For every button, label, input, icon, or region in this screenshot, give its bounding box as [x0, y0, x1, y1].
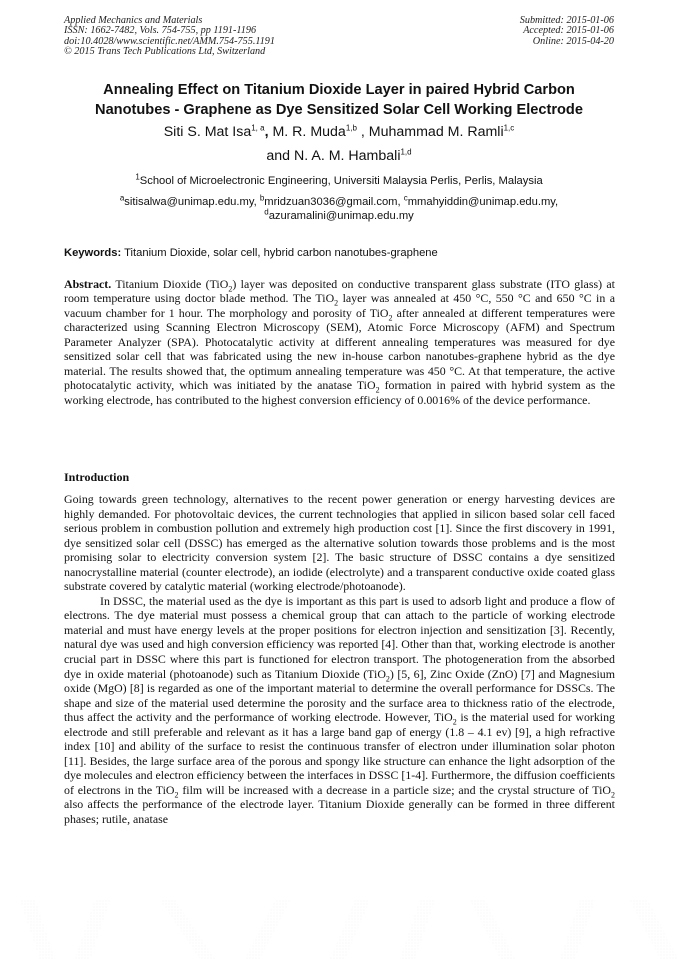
subscript: 2 [611, 790, 615, 800]
subscript: 2 [334, 298, 339, 308]
abstract-text: Titanium Dioxide (TiO [111, 277, 229, 291]
abstract-text: ) layer was deposited on conductive transparent glass substrate (ITO glass) at room temperature using doctor blade method. The TiO [64, 277, 615, 306]
abstract-text: after annealed at different temperatures were characterized using Scanning Electron Microscopy (SEM), Atomic Force Microscopy (AFM) and Spectrum Parameter Analyzer (SPA). Photocatalytic activity at different annealing temperatures was measured for dye sensitized solar cell that was fabricated using the new in-house carbon nanotubes-graphene hybrid as the dye material. The results showed that, the optimum annealing temperature was 450 °C. At that temperature, the active photocatalytic activity, which was initiated by the anatase TiO [64, 305, 615, 393]
author-name: Siti S. Mat Isa [163, 124, 252, 140]
subscript: 2 [375, 385, 380, 395]
email-link[interactable]: mridzuan3036@gmail.com, [264, 196, 404, 208]
paragraph-text: In DSSC, the material used as the dye is important as this part is used to adsorb light and produce a flow of electrons. The dye material must possess a chemical group that can attach to the particle of working electrode material and must have energy levels at the proper positions for electron injection and sensitization [3]. Recently, natural dye was used and high conversion efficiency was reported [4]. Other than that, working electrode is another crucial part in DSSC where this part is functioned for electron transport. The photogeneration from the absorbed dye in oxide material (photoanode) such as Titanium Dioxide (TiO [64, 593, 615, 681]
author-name: M. R. Muda [272, 124, 346, 140]
paragraph: Going towards green technology, alternatives to the recent power generation or energy harvesting devices are highly demanded. For photovoltaic devices, the current technologies that applied in silicon based solar cell faced serious problem in combustion pollution and extremely high production cost [1]. Since the first discovery in 1991, dye sensitized solar cell (DSSC) has emerged as the alternative solution towards those problems and is the most promising solar to electricity conversion system [2]. The basic structure of DSSC contains a dye sensitized nanocrystalline material (counter electrode), an iodide (electrolyte) and a transparent conductive oxide coated glass substrate covered by catalytic material (working electrode/photoanode). [64, 492, 615, 594]
keywords-text: Titanium Dioxide, solar cell, hybrid carbon nanotubes-graphene [121, 247, 438, 259]
abstract-label: Abstract. [64, 277, 112, 291]
online-date: Online: 2015-04-20 [532, 35, 614, 47]
affiliation-sup: 1 [135, 172, 140, 182]
abstract-text: formation in paired with hybrid system as the working electrode, has contributed to the highest conversion efficiency of 0.0016% of the device performance. [64, 378, 615, 407]
author-name: Muhammad M. Ramli [368, 124, 504, 140]
author-conjunction: and [266, 148, 295, 164]
email-sup: b [259, 193, 265, 203]
subscript: 2 [174, 790, 179, 800]
author-affil-sup: 1,b [345, 123, 357, 133]
subscript: 2 [385, 673, 390, 683]
paragraph-text: is the material used for working electrode and still preferable and relevant as it has a large band gap of energy (1.8 – 4.1 ev) [9], a high refractive index [10] and ability of the surface to resist the continuous transfer of electron under illumination solar photon [11]. Besides, the large surface area of the porous and spongy like structure can enhance the light adsorption of the dye molecules and electron efficiency between the interfaces in DSSC [1-4]. Furthermore, the diffusion coefficients of electrons in the TiO [64, 710, 615, 797]
dates-header [520, 16, 614, 47]
author-name: N. A. M. Hambali [294, 148, 401, 164]
author-emails [40, 193, 638, 223]
introduction-body [64, 492, 615, 827]
email-sup: a [119, 193, 125, 203]
section-heading-introduction: Introduction [64, 470, 130, 484]
paragraph-text: also affects the performance of the electrode layer. Titanium Dioxide generally can be formed in three different phases; rutile, anatase [64, 797, 615, 827]
author-separator: , [360, 124, 365, 140]
subscript: 2 [388, 313, 393, 323]
keywords-label: Keywords: [64, 247, 122, 259]
copyright-line: © 2015 Trans Tech Publications Ltd, Switzerland [64, 46, 266, 58]
paper-title [40, 80, 638, 120]
author-affil-sup: 1,c [503, 123, 515, 133]
author-affil-sup: 1, a [251, 123, 265, 133]
author-list [40, 120, 638, 168]
title-line-1: Annealing Effect on Titanium Dioxide Layer in paired Hybrid Carbon [103, 82, 575, 98]
affiliation [40, 174, 638, 188]
paragraph [64, 594, 615, 827]
email-link[interactable]: mmahyiddin@unimap.edu.my, [407, 196, 559, 208]
title-line-2: Nanotubes - Graphene as Dye Sensitized Solar Cell Working Electrode [95, 102, 583, 118]
abstract [64, 277, 615, 407]
email-link[interactable]: sitisalwa@unimap.edu.my, [124, 196, 260, 208]
abstract-text: layer was annealed at 450 °C, 550 °C and 650 °C in a vacuum chamber for 1 hour. The morphology and porosity of TiO [64, 291, 615, 320]
journal-header [64, 16, 275, 58]
paragraph-text: ) [5, 6], Zinc Oxide (ZnO) [7] and Magnesium oxide (MgO) [8] is regarded as one of the important material to determine the overall performance for DSSCs. The shape and size of the material used determine the porosity and the surface area to thickness ratio of the electrode, thus affect the activity and the performance of working electrode. However, TiO [64, 666, 615, 725]
email-sup: d [264, 206, 269, 216]
doi-line: doi:10.4028/www.scientific.net/AMM.754-755.1191 [64, 35, 275, 47]
issn-line: ISSN: 1662-7482, Vols. 754-755, pp 1191-1196 [64, 25, 257, 37]
subscript: 2 [452, 717, 457, 727]
journal-name: Applied Mechanics and Materials [64, 15, 203, 26]
email-sup: c [403, 193, 408, 203]
accepted-date: Accepted: 2015-01-06 [523, 25, 614, 37]
author-separator: , [264, 124, 269, 140]
author-affil-sup: 1,d [400, 147, 412, 157]
submitted-date: Submitted: 2015-01-06 [519, 15, 614, 26]
keywords [64, 246, 615, 260]
paragraph-text: film will be increased with a decrease in a particle size; and the crystal structure of TiO [178, 782, 611, 797]
email-link[interactable]: azuramalini@unimap.edu.my [268, 209, 414, 222]
subscript: 2 [228, 284, 233, 294]
affiliation-text: School of Microelectronic Engineering, Universiti Malaysia Perlis, Perlis, Malaysia [139, 175, 543, 187]
